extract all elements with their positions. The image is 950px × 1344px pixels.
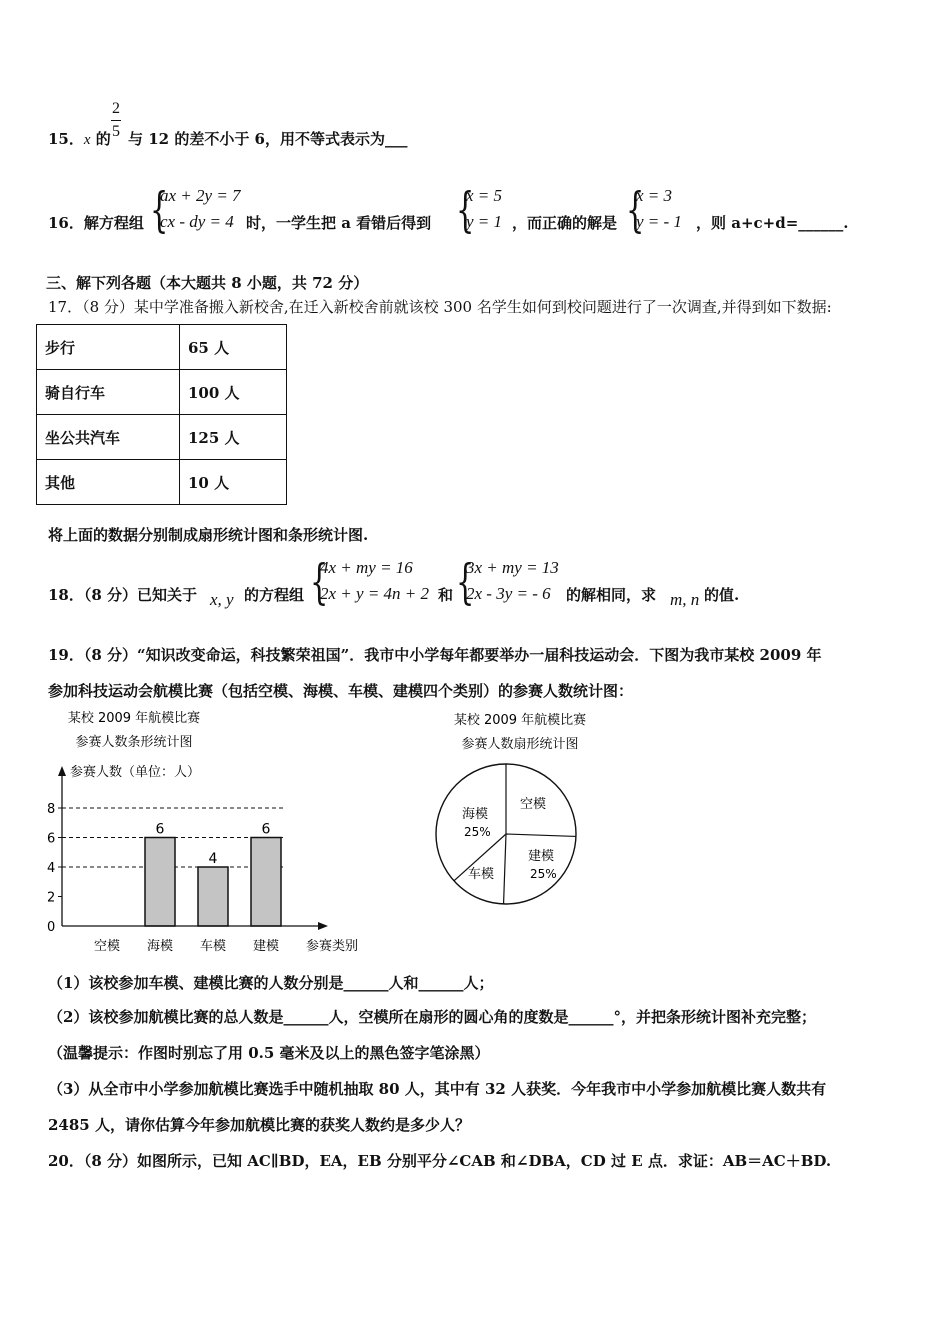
- x-tick-label: 海模: [146, 939, 174, 954]
- bar-data-label: 4: [208, 851, 218, 867]
- table-cell: 步行: [37, 325, 180, 370]
- q18-and: 和: [438, 586, 454, 604]
- x-axis-arrow-icon: [318, 922, 328, 930]
- brace-icon: {: [626, 182, 645, 238]
- y-tick-label: 6: [47, 831, 56, 847]
- bar-chart-marks: [94, 822, 281, 955]
- pie-chart-marks: [436, 764, 576, 904]
- table-row: [37, 415, 287, 460]
- q15: [48, 128, 111, 149]
- q15-variable: x: [83, 132, 91, 148]
- equation: 3x + my = 13: [466, 558, 559, 577]
- equation: y = - 1: [636, 212, 682, 231]
- q18-vars2: m, n: [670, 590, 700, 609]
- x-tick-label: 建模: [252, 939, 280, 954]
- equation: 2x + y = 4n + 2: [320, 584, 430, 603]
- table-cell: 100 人: [180, 370, 287, 415]
- bar-chart: [36, 704, 376, 960]
- bar-data-label: 6: [261, 821, 271, 838]
- bar-chart-xlabel: 参赛类别: [306, 939, 359, 954]
- q19-tip: （温馨提示：作图时别忘了用 0.5 毫米及以上的黑色签字笔涂黑）: [48, 1044, 490, 1062]
- q18-lead: [48, 584, 197, 605]
- table-cell: 骑自行车: [37, 370, 180, 415]
- bar-chart-title: 某校 2009 年航模比赛: [67, 711, 201, 726]
- x-tick-label: 空模: [93, 939, 121, 954]
- section-heading: 三、解下列各题（本大题共 8 小题，共 72 分）: [46, 274, 369, 292]
- table-cell: 10 人: [180, 460, 287, 505]
- q16-tail: ，则 a+c+d=______.: [696, 214, 849, 232]
- pie-slice-percent: 25%: [464, 825, 491, 839]
- q20-number: 20．: [48, 1152, 84, 1170]
- y-tick-label: 8: [47, 802, 56, 817]
- table-row: [37, 325, 287, 370]
- table-row: [37, 370, 287, 415]
- y-tick-label: 2: [47, 890, 56, 906]
- q16-number: 16．: [48, 214, 84, 232]
- bar-chart-ylabel: 参赛人数（单位：人）: [70, 765, 201, 780]
- equation: 2x - 3y = - 6: [466, 584, 551, 603]
- q16-lead: [48, 212, 144, 233]
- pie-slice-percent: 25%: [530, 867, 557, 881]
- q16-lead-text: 解方程组: [83, 214, 144, 232]
- q15-de: 的: [95, 130, 111, 148]
- pie-chart: [430, 706, 610, 912]
- table-cell: 其他: [37, 460, 180, 505]
- y-tick-label: 4: [47, 861, 56, 876]
- q15-fraction-numerator: 2: [112, 100, 120, 117]
- pie-slice-label: 海模: [462, 807, 489, 822]
- pie-slice-edge: [506, 834, 576, 836]
- table-cell: 125 人: [180, 415, 287, 460]
- pie-slice-label: 车模: [468, 867, 495, 882]
- q18-number: 18．: [48, 586, 84, 604]
- q19-sub3b: 2485 人，请你估算今年参加航模比赛的获奖人数约是多少人？: [48, 1116, 470, 1134]
- equation: cx - dy = 4: [160, 212, 234, 231]
- q20: [48, 1150, 831, 1171]
- table-cell: 65 人: [180, 325, 287, 370]
- equation: x = 3: [636, 186, 673, 205]
- brace-icon: {: [456, 182, 475, 238]
- table-row: [37, 460, 287, 505]
- q16-mid2: ，而正确的解是: [512, 214, 618, 232]
- y-axis-arrow-icon: [58, 766, 66, 776]
- q19-line1: [48, 644, 822, 665]
- table-cell: 坐公共汽车: [37, 415, 180, 460]
- q17-instruction: 将上面的数据分别制成扇形统计图和条形统计图.: [48, 526, 369, 544]
- q19-sub2: （2）该校参加航模比赛的总人数是______人，空模所在扇形的圆心角的度数是______°，并把条形统计图补充完整；: [48, 1008, 816, 1026]
- pie-slice-label: 建模: [528, 849, 555, 864]
- pie-slice-edge: [504, 834, 506, 904]
- q18-lead-text: （8 分）已知关于: [83, 586, 198, 604]
- q15-fraction: [111, 100, 121, 141]
- q18-mid1: 的方程组: [244, 586, 305, 604]
- q15-text: 与 12 的差不小于 6，用不等式表示为___: [128, 130, 408, 148]
- q15-number: 15．: [48, 130, 84, 148]
- q17-stem: [48, 296, 832, 317]
- q19-line2: 参加科技运动会航模比赛（包括空模、海模、车模、建模四个类别）的参赛人数统计图：: [48, 682, 634, 700]
- pie-slice-label: 空模: [520, 797, 547, 812]
- q17-number: 17．: [48, 298, 83, 316]
- bar: [198, 867, 228, 926]
- equation: 4x + my = 16: [320, 558, 413, 577]
- q19-sub3a: （3）从全市中小学参加航模比赛选手中随机抽取 80 人，其中有 32 人获奖．今年我市中小学参加航模比赛人数共有: [48, 1080, 827, 1098]
- q18-mid2: 的解相同，求: [566, 586, 657, 604]
- q18-tail: 的值.: [704, 586, 740, 604]
- q17-text: （8 分）某中学准备搬入新校舍,在迁入新校舍前就该校 300 名学生如何到校问题进行了一次调查,并得到如下数据:: [82, 298, 832, 316]
- brace-icon: {: [150, 182, 169, 238]
- brace-icon: {: [310, 554, 329, 610]
- pie-chart-subtitle: 参赛人数扇形统计图: [461, 737, 579, 752]
- equation: y = 1: [466, 212, 503, 231]
- q18-vars: x, y: [210, 590, 234, 609]
- brace-icon: {: [456, 554, 475, 610]
- pie-chart-title: 某校 2009 年航模比赛: [453, 713, 587, 728]
- q19-line1-text: （8 分）“知识改变命运，科技繁荣祖国”．我市中小学每年都要举办一届科技运动会．下图为我市某校 2009 年: [83, 646, 822, 664]
- fraction-bar: [111, 120, 121, 121]
- q20-text: （8 分）如图所示，已知 AC∥BD，EA，EB 分别平分∠CAB 和∠DBA，CD 过 E 点．求证：AB＝AC＋BD.: [83, 1152, 832, 1170]
- bar-data-label: 6: [155, 821, 165, 838]
- q19-sub1: （1）该校参加车模、建模比赛的人数分别是______人和______人；: [48, 974, 494, 992]
- equation: x = 5: [466, 186, 503, 205]
- y-tick-label: 0: [47, 920, 56, 935]
- x-tick-label: 车模: [199, 939, 227, 954]
- bar-chart-subtitle: 参赛人数条形统计图: [75, 735, 193, 750]
- q16-mid1: 时，一学生把 a 看错后得到: [246, 214, 432, 232]
- q17-data-table: [36, 324, 287, 505]
- bar: [251, 838, 281, 927]
- equation: ax + 2y = 7: [160, 186, 241, 205]
- q15-fraction-denominator: 5: [112, 123, 120, 140]
- q19-number: 19．: [48, 646, 84, 664]
- bar: [145, 838, 175, 927]
